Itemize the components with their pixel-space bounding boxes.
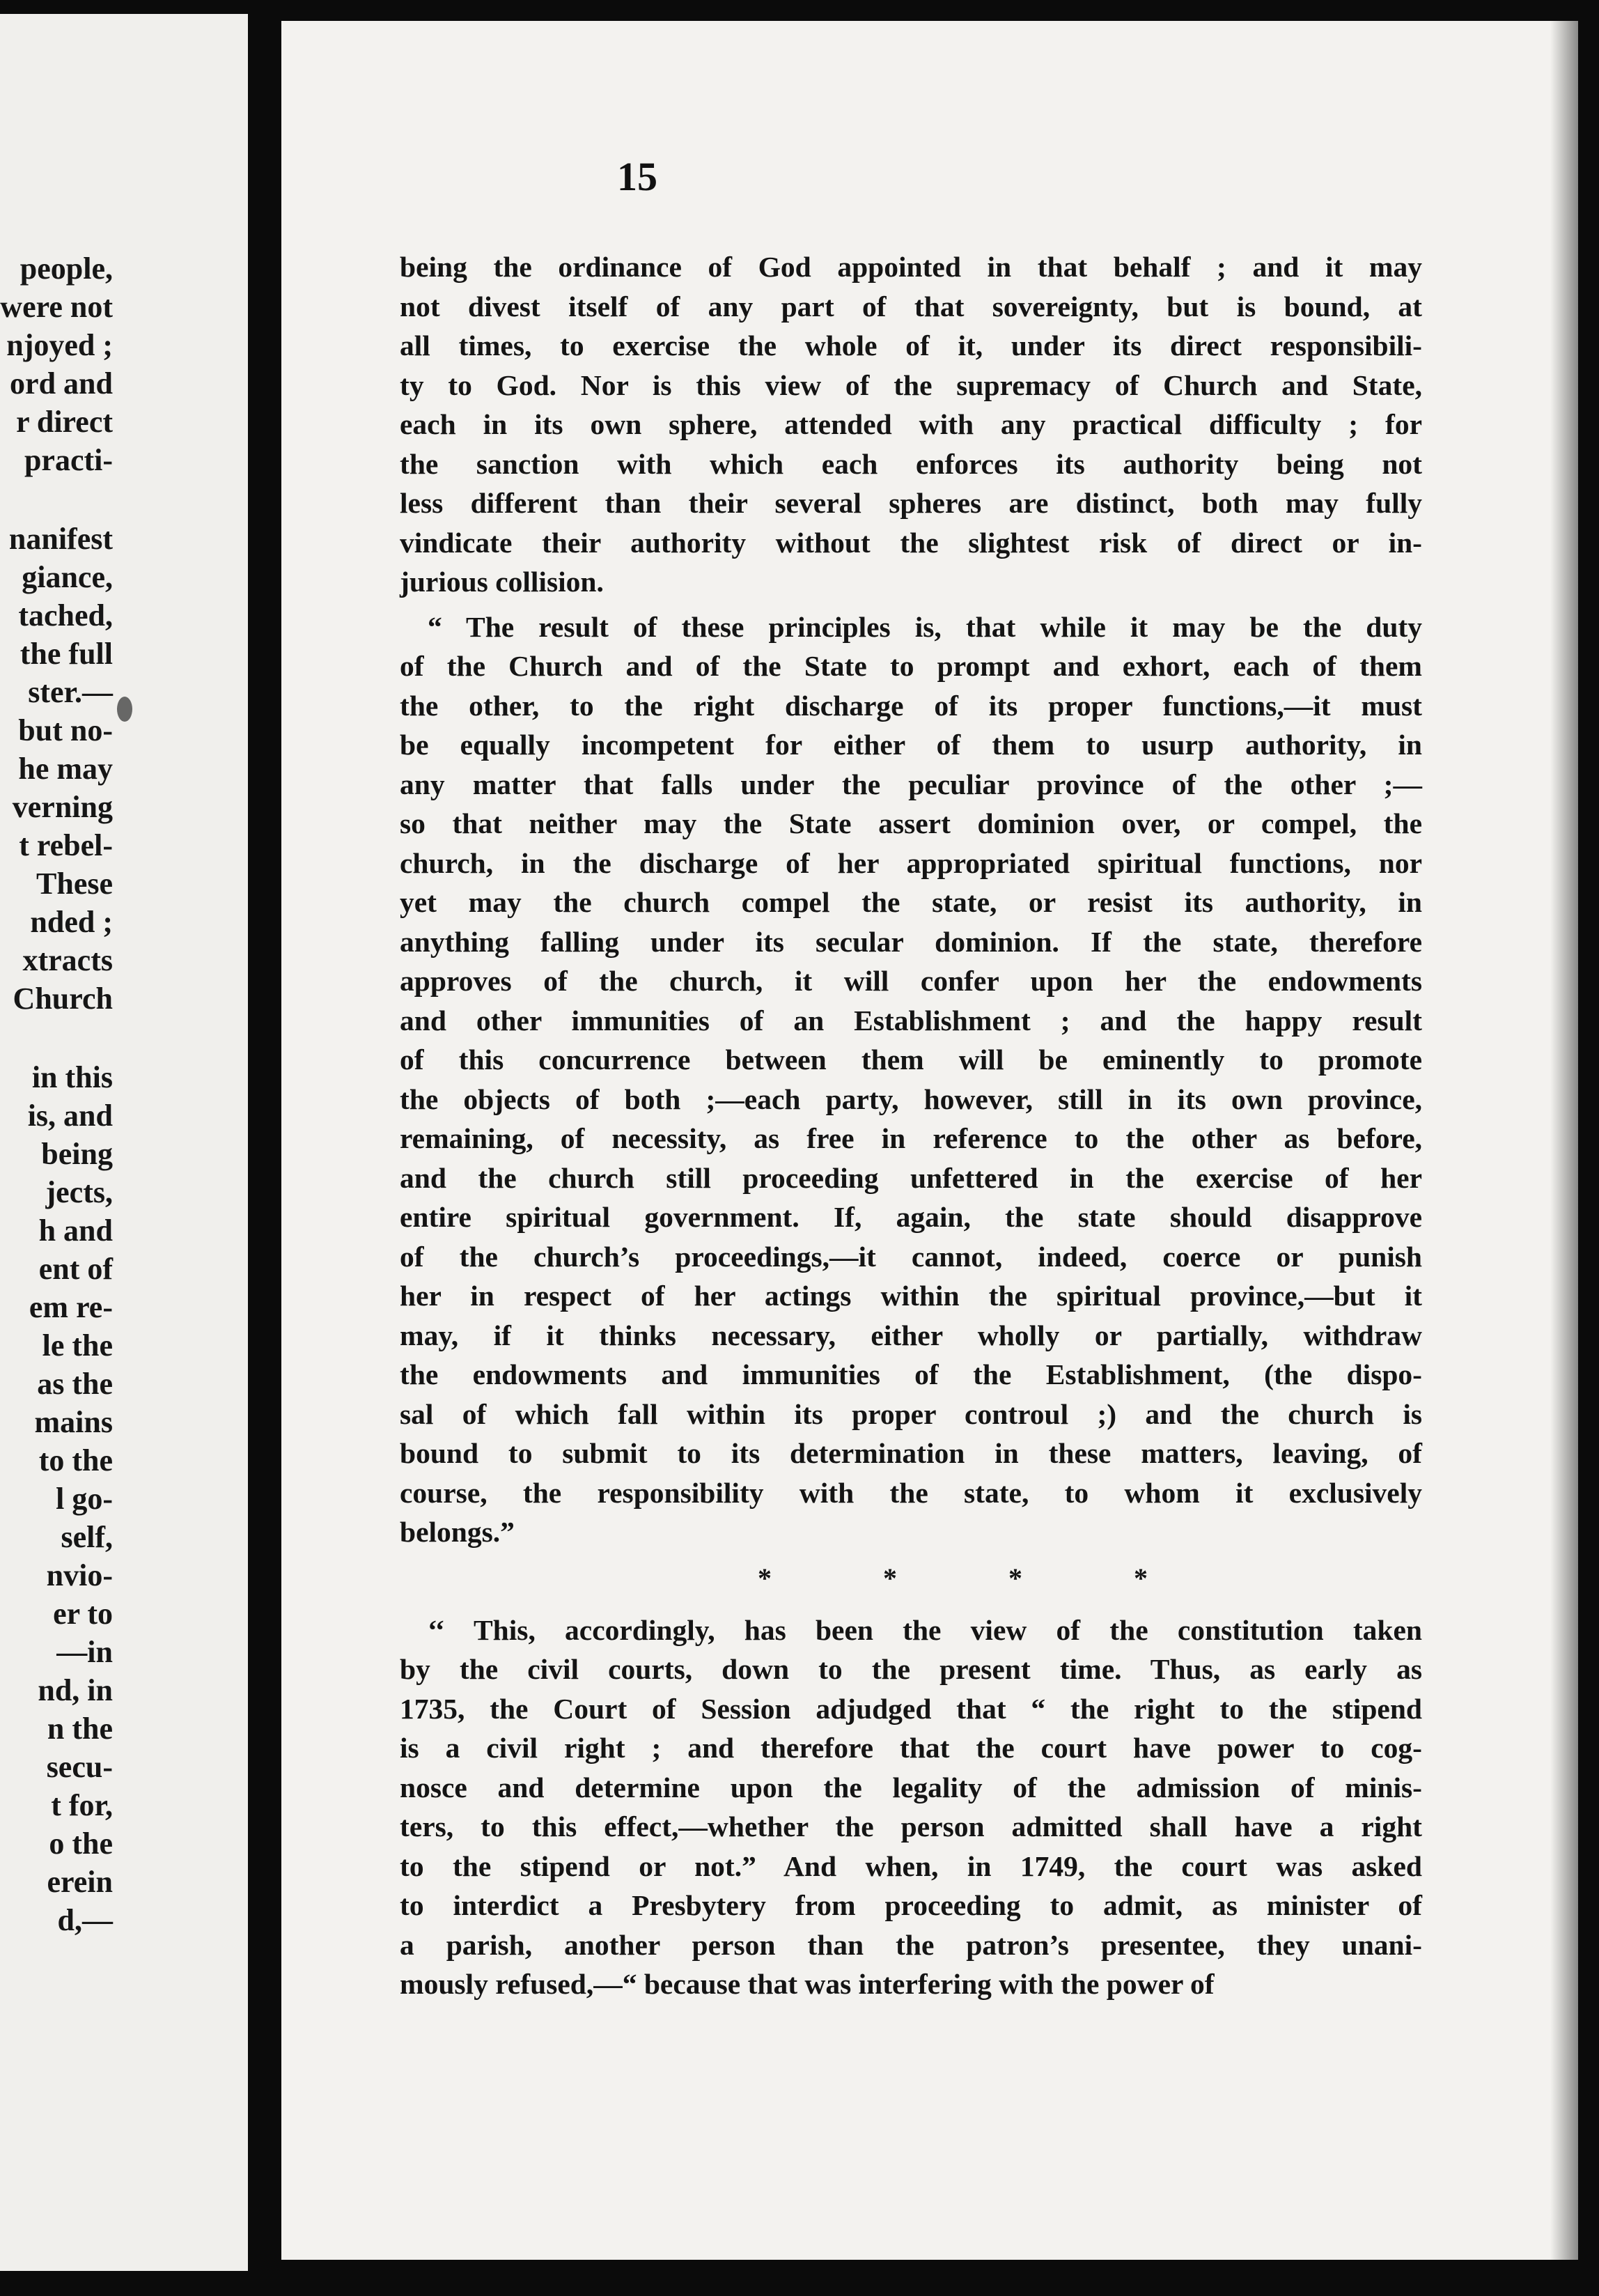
text-line: jurious collision. bbox=[400, 566, 604, 598]
text-line: may, if it thinks necessary, either wholly or partially, withdraw bbox=[400, 1319, 1422, 1351]
facing-text-line: ord and bbox=[10, 366, 113, 401]
facing-text-line: practi- bbox=[24, 443, 113, 477]
text-line: sal of which fall within its proper controul ;) and the church is bbox=[400, 1397, 1422, 1430]
text-line: anything falling under its secular dominion. If the state, therefore bbox=[400, 925, 1422, 958]
text-line: entire spiritual government. If, again, the state should disapprove bbox=[400, 1201, 1422, 1233]
facing-text-line: mains bbox=[34, 1405, 113, 1439]
text-line: belongs.” bbox=[400, 1516, 515, 1548]
text-line: yet may the church compel the state, or resist its authority, in bbox=[400, 886, 1422, 918]
facing-text-line: in this bbox=[31, 1060, 113, 1094]
ink-blot bbox=[117, 697, 132, 722]
facing-text-line: ent of bbox=[38, 1252, 113, 1286]
text-line: to the stipend or not.” And when, in 1749, the court was asked bbox=[400, 1849, 1422, 1882]
text-line: the other, to the right discharge of its proper functions,—it must bbox=[400, 689, 1422, 722]
facing-text-line: n the bbox=[47, 1712, 113, 1746]
separator-star: * bbox=[883, 1562, 897, 1594]
facing-text-line: erein bbox=[47, 1865, 113, 1899]
facing-text-line: as the bbox=[37, 1367, 113, 1401]
text-line: a parish, another person than the patron’s presentee, they unani- bbox=[400, 1928, 1422, 1961]
facing-text-line: to the bbox=[38, 1443, 113, 1477]
facing-text-line: Church bbox=[13, 982, 113, 1016]
text-line: vindicate their authority without the slightest risk of direct or in- bbox=[400, 526, 1422, 559]
text-line: “ The result of these principles is, that while it may be the duty bbox=[428, 610, 1422, 643]
page-text bbox=[400, 247, 1422, 2004]
paragraph-1 bbox=[400, 247, 1422, 602]
facing-text-line: t for, bbox=[51, 1788, 113, 1822]
facing-text-line: t rebel- bbox=[19, 828, 113, 862]
separator-star: * bbox=[1008, 1562, 1022, 1594]
facing-text-line: but no- bbox=[18, 713, 113, 747]
text-line: mously refused,—“ because that was interfering with the power of bbox=[400, 1968, 1215, 2000]
paragraph-2 bbox=[400, 607, 1422, 1552]
facing-text-line: jects, bbox=[45, 1175, 113, 1209]
separator-star: * bbox=[758, 1562, 772, 1594]
text-line: the endowments and immunities of the Establishment, (the dispo- bbox=[400, 1358, 1422, 1390]
text-line: the sanction with which each enforces its authority being not bbox=[400, 447, 1422, 480]
facing-text-line: d,— bbox=[57, 1903, 113, 1937]
facing-text-line: h and bbox=[38, 1213, 113, 1248]
text-line: be equally incompetent for either of them to usurp authority, in bbox=[400, 729, 1422, 761]
text-line: approves of the church, it will confer upon her the endowments bbox=[400, 965, 1422, 997]
facing-text-line: nanifest bbox=[8, 522, 113, 556]
text-line: all times, to exercise the whole of it, under its direct responsibili- bbox=[400, 329, 1422, 362]
facing-text-line: —in bbox=[56, 1635, 113, 1669]
facing-text-line: These bbox=[36, 867, 113, 901]
facing-text-line: ster.— bbox=[28, 675, 113, 709]
facing-text-line: verning bbox=[12, 790, 113, 824]
facing-text-line: r direct bbox=[16, 405, 113, 439]
section-separator bbox=[758, 1562, 1148, 1594]
text-line: nosce and determine upon the legality of the admission of minis- bbox=[400, 1771, 1422, 1804]
facing-text-line: self, bbox=[61, 1520, 113, 1554]
separator-star: * bbox=[1134, 1562, 1148, 1594]
facing-text-line: nd, in bbox=[38, 1673, 113, 1707]
text-line: the objects of both ;—each party, however, still in its own province, bbox=[400, 1083, 1422, 1115]
facing-text-line: er to bbox=[53, 1597, 113, 1631]
facing-text-line: giance, bbox=[22, 560, 113, 594]
facing-text-line: the full bbox=[20, 637, 113, 671]
text-line: less different than their several spheres are distinct, both may fully bbox=[400, 487, 1422, 519]
text-line: and the church still proceeding unfettered in the exercise of her bbox=[400, 1161, 1422, 1194]
text-line: bound to submit to its determination in these matters, leaving, of bbox=[400, 1437, 1422, 1469]
text-line: by the civil courts, down to the present time. Thus, as early as bbox=[400, 1653, 1422, 1685]
text-line: being the ordinance of God appointed in that behalf ; and it may bbox=[400, 251, 1422, 283]
text-line: ty to God. Nor is this view of the supremacy of Church and State, bbox=[400, 369, 1422, 401]
text-line: is a civil right ; and therefore that the court have power to cog- bbox=[400, 1732, 1422, 1764]
text-line: and other immunities of an Establishment ; and the happy result bbox=[400, 1004, 1422, 1037]
text-line: remaining, of necessity, as free in reference to the other as before, bbox=[400, 1122, 1422, 1154]
facing-text-line: were not bbox=[0, 290, 113, 324]
book-page bbox=[281, 21, 1578, 2260]
text-line: of this concurrence between them will be eminently to promote bbox=[400, 1044, 1422, 1076]
facing-text-line: nvio- bbox=[46, 1558, 113, 1592]
text-line: each in its own sphere, attended with any practical difficulty ; for bbox=[400, 408, 1422, 440]
text-line: not divest itself of any part of that sovereignty, but is bound, at bbox=[400, 290, 1422, 323]
text-line: of the church’s proceedings,—it cannot, indeed, coerce or punish bbox=[400, 1240, 1422, 1273]
facing-page-text bbox=[0, 249, 113, 1939]
facing-text-line: is, and bbox=[27, 1099, 113, 1133]
text-line: ters, to this effect,—whether the person admitted shall have a right bbox=[400, 1810, 1422, 1843]
facing-text-line: njoyed ; bbox=[6, 328, 113, 362]
page-edge-shadow bbox=[1550, 21, 1578, 2260]
facing-text-line: nded ; bbox=[30, 905, 113, 939]
facing-text-line: people, bbox=[20, 251, 113, 286]
facing-text-line: being bbox=[41, 1137, 113, 1171]
text-line: church, in the discharge of her appropriated spiritual functions, nor bbox=[400, 846, 1422, 879]
text-line: of the Church and of the State to prompt and exhort, each of them bbox=[400, 650, 1422, 682]
facing-text-line: he may bbox=[18, 752, 113, 786]
text-line: 1735, the Court of Session adjudged that “ the right to the stipend bbox=[400, 1692, 1422, 1725]
facing-text-line: tached, bbox=[18, 598, 113, 633]
facing-text-line: secu- bbox=[46, 1750, 113, 1784]
facing-text-line: l go- bbox=[56, 1482, 113, 1516]
paragraph-gap bbox=[0, 1018, 113, 1058]
facing-text-line: em re- bbox=[29, 1290, 113, 1324]
text-line: any matter that falls under the peculiar province of the other ;— bbox=[400, 768, 1422, 800]
paragraph-gap bbox=[0, 479, 113, 520]
text-line: to interdict a Presbytery from proceeding to admit, as minister of bbox=[400, 1889, 1422, 1921]
text-line: ‘‘ This, accordingly, has been the view of the constitution taken bbox=[428, 1613, 1422, 1646]
page-number: 15 bbox=[617, 154, 657, 199]
text-line: so that neither may the State assert dominion over, or compel, the bbox=[400, 807, 1422, 839]
facing-page bbox=[0, 14, 248, 2271]
text-line: her in respect of her actings within the spiritual province,—but it bbox=[400, 1280, 1422, 1312]
paragraph-3 bbox=[400, 1611, 1422, 2004]
facing-text-line: o the bbox=[49, 1826, 113, 1861]
facing-text-line: xtracts bbox=[22, 943, 113, 977]
facing-text-line: le the bbox=[42, 1328, 113, 1363]
text-line: course, the responsibility with the state, to whom it exclusively bbox=[400, 1476, 1422, 1509]
